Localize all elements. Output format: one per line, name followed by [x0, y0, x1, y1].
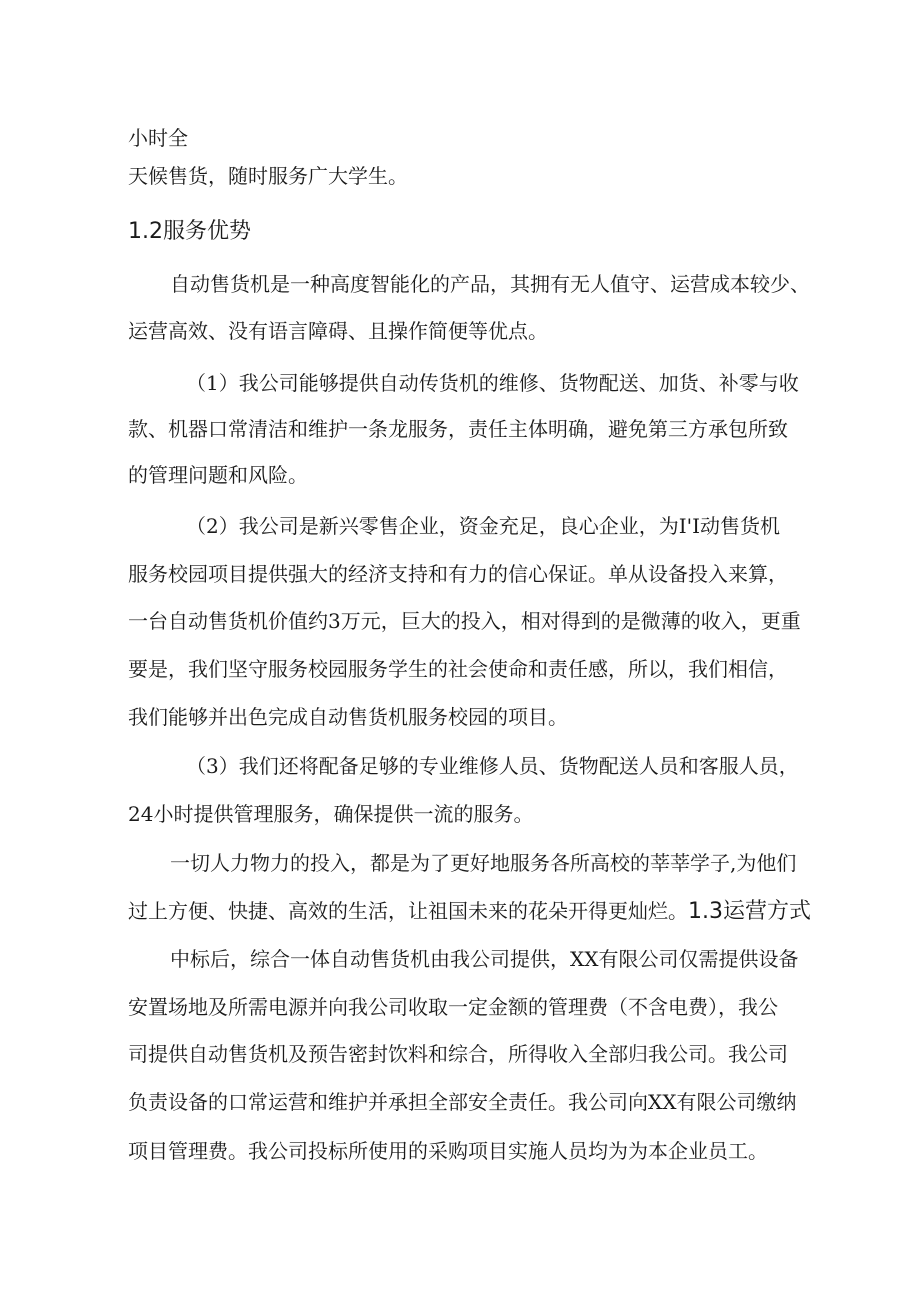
- section-1-3-line: 中标后，综合一体自动售货机由我公司提供，XX有限公司仅需提供设备: [170, 947, 799, 971]
- item-3-line: 24小时提供管理服务，确保提供一流的服务。: [128, 802, 534, 826]
- intro-line-1: 小时全: [128, 126, 188, 150]
- section-1-3-line: 司提供自动售货机及预告密封饮料和综合，所得收入全部归我公司。我公司: [128, 1042, 788, 1066]
- paragraph-line-with-heading: [128, 897, 811, 926]
- paragraph-line: 运营高效、没有语言障碍、且操作简便等优点。: [128, 319, 548, 343]
- item-1-line: 的管理问题和风险。: [128, 463, 308, 487]
- item-1-line: 款、机器口常清洁和维护一条龙服务，责任主体明确，避免第三方承包所致: [128, 417, 788, 441]
- paragraph-text: 过上方便、快捷、高效的生活，让祖国未来的花朵开得更灿烂。: [128, 899, 688, 923]
- section-heading-1-3: 1.3运营方式: [688, 899, 811, 924]
- item-2-line: （2）我公司是新兴零售企业，资金充足，良心企业，为I'I动售货机: [186, 514, 781, 538]
- section-1-3-line: 负责设备的口常运营和维护并承担全部安全责任。我公司向XX有限公司缴纳: [128, 1090, 797, 1114]
- section-heading-1-2: 1.2服务优势: [128, 219, 251, 244]
- paragraph-line: 自动售货机是一种高度智能化的产品，其拥有无人值守、运营成本较少、: [170, 272, 810, 296]
- section-1-3-line: 项目管理费。我公司投标所使用的采购项目实施人员均为为本企业员工。: [128, 1139, 768, 1163]
- item-3-line: （3）我们还将配备足够的专业维修人员、货物配送人员和客服人员，: [186, 754, 799, 778]
- item-2-line: 我们能够并出色完成自动售货机服务校园的项目。: [128, 705, 568, 729]
- item-2-line: 服务校园项目提供强大的经济支持和有力的信心保证。单从设备投入来算，: [128, 562, 788, 586]
- paragraph-line: 一切人力物力的投入，都是为了更好地服务各所高校的莘莘学子,为他们: [170, 851, 797, 875]
- item-1-line: （1）我公司能够提供自动传货机的维修、货物配送、加货、补零与收: [186, 371, 799, 395]
- section-1-3-line: 安置场地及所需电源并向我公司收取一定金额的管理费（不含电费），我公: [128, 995, 778, 1019]
- intro-line-2: 天候售货，随时服务广大学生。: [128, 164, 408, 188]
- item-2-line: 要是，我们坚守服务校园服务学生的社会使命和责任感，所以，我们相信，: [128, 657, 788, 681]
- item-2-line: 一台自动售货机价值约3万元，巨大的投入，相对得到的是微薄的收入，更重: [128, 609, 801, 633]
